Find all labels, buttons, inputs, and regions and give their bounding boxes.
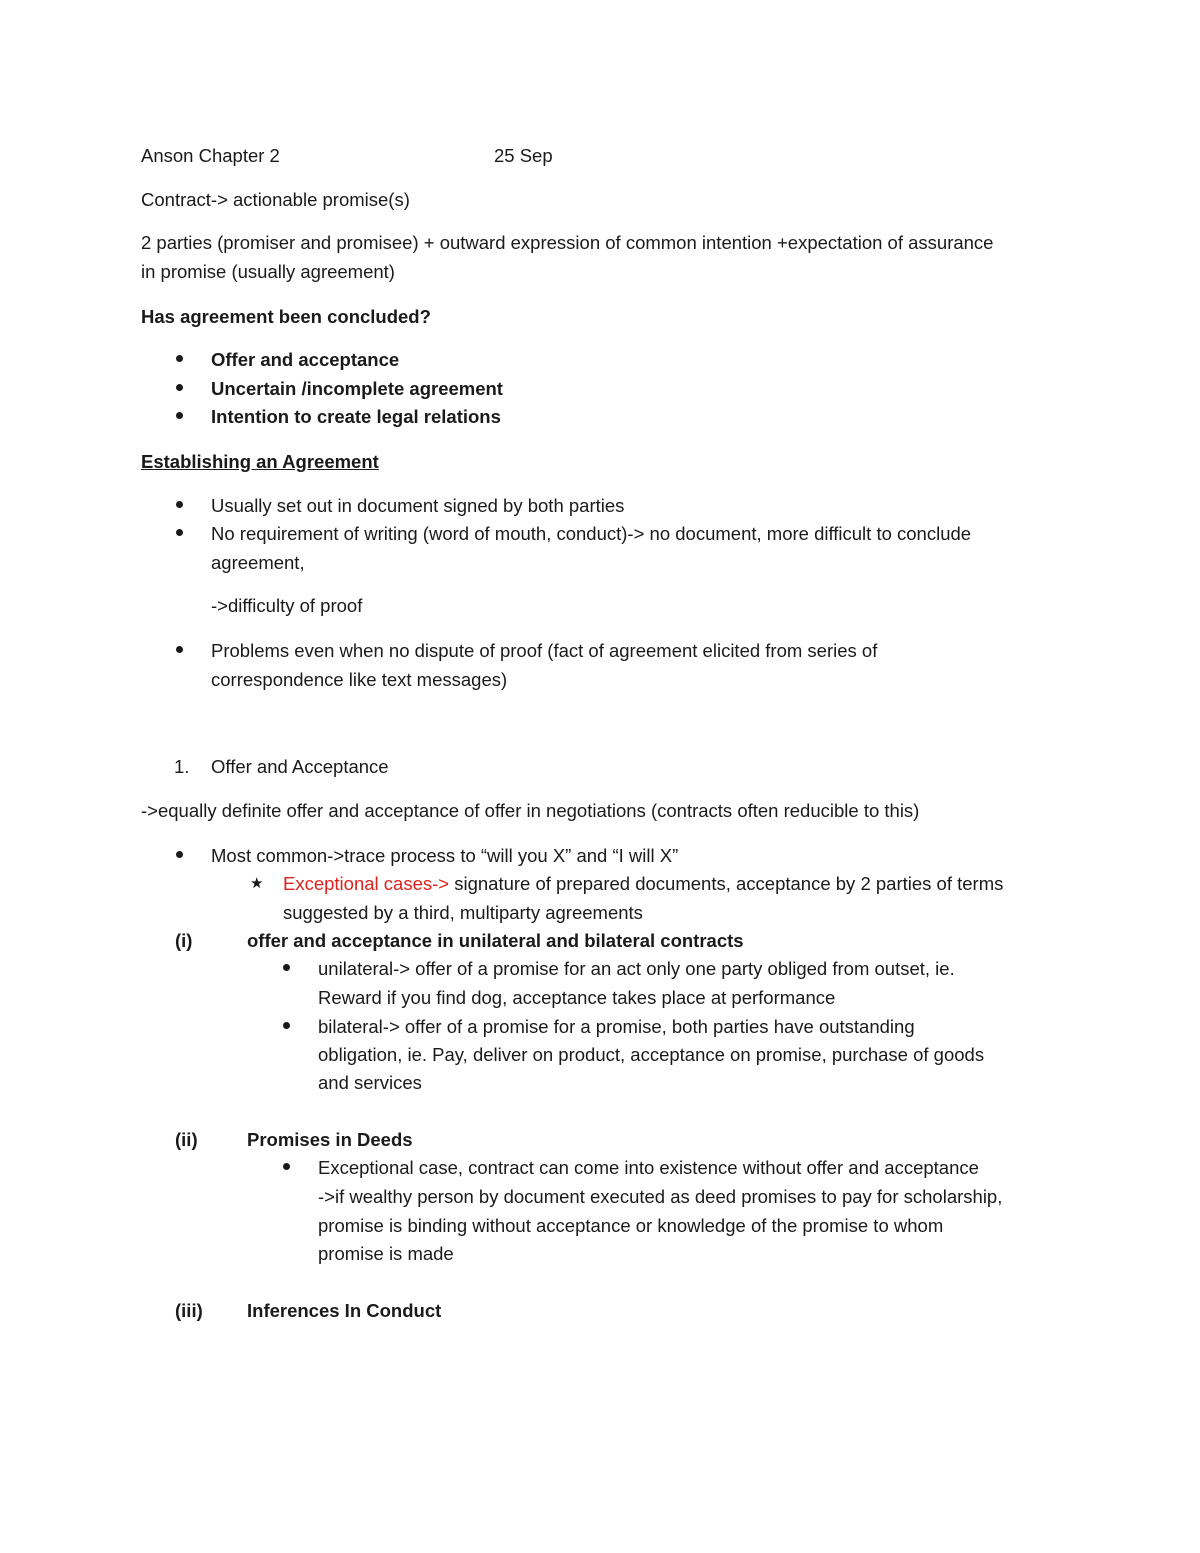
subsection-title: Inferences In Conduct: [247, 1300, 442, 1321]
bullet-icon: [176, 355, 183, 362]
section-intro: ->equally definite offer and acceptance of offer in negotiations (contracts often reducible to this): [141, 800, 920, 821]
unilateral-item-cont: Reward if you find dog, acceptance takes place at performance: [318, 987, 836, 1008]
elements-line-1: 2 parties (promiser and promisee) + outward expression of common intention +expectation of assurance: [141, 232, 994, 253]
bullet-icon: [283, 1163, 290, 1170]
bullet-icon: [176, 529, 183, 536]
section-bullet: Most common->trace process to “will you X” and “I will X”: [211, 845, 679, 866]
deeds-item: Exceptional case, contract can come into existence without offer and acceptance: [318, 1157, 979, 1178]
elements-line-2: in promise (usually agreement): [141, 261, 395, 282]
bullet-icon: [176, 851, 183, 858]
establishing-item-cont: agreement,: [211, 552, 305, 573]
question-item: Offer and acceptance: [211, 349, 400, 370]
question-heading: Has agreement been concluded?: [141, 306, 431, 327]
document-date: 25 Sep: [494, 145, 553, 166]
exceptional-label: Exceptional cases->: [283, 873, 450, 894]
deeds-item-cont: promise is binding without acceptance or knowledge of the promise to whom: [318, 1215, 944, 1236]
bullet-icon: [176, 412, 183, 419]
section-title: Offer and Acceptance: [211, 756, 389, 777]
exceptional-cases: [283, 872, 1003, 896]
question-item: Intention to create legal relations: [211, 406, 501, 427]
bullet-icon: [283, 964, 290, 971]
establishing-item: Problems even when no dispute of proof (fact of agreement elicited from series of: [211, 640, 878, 661]
subsection-title: Promises in Deeds: [247, 1129, 413, 1150]
subsection-label: (i): [175, 930, 193, 951]
unilateral-item: unilateral-> offer of a promise for an act only one party obliged from outset, ie.: [318, 958, 955, 979]
deeds-item-cont: ->if wealthy person by document executed as deed promises to pay for scholarship,: [318, 1186, 1003, 1207]
subsection-label: (iii): [175, 1300, 203, 1321]
bilateral-item: bilateral-> offer of a promise for a promise, both parties have outstanding: [318, 1016, 915, 1037]
establishing-subnote: ->difficulty of proof: [211, 595, 363, 616]
establishing-item: Usually set out in document signed by both parties: [211, 495, 625, 516]
bilateral-item-cont: and services: [318, 1072, 422, 1093]
contract-definition: Contract-> actionable promise(s): [141, 189, 410, 210]
bullet-icon: [283, 1022, 290, 1029]
section-number: 1.: [174, 756, 190, 777]
establishing-item: No requirement of writing (word of mouth, conduct)-> no document, more difficult to conclude: [211, 523, 972, 544]
bilateral-item-cont: obligation, ie. Pay, deliver on product, acceptance on promise, purchase of goods: [318, 1044, 985, 1065]
deeds-item-cont: promise is made: [318, 1243, 454, 1264]
bullet-icon: [176, 646, 183, 653]
establishing-item-cont: correspondence like text messages): [211, 669, 508, 690]
bullet-icon: [176, 384, 183, 391]
star-icon: ★: [250, 875, 264, 892]
subsection-title: offer and acceptance in unilateral and bilateral contracts: [247, 930, 744, 951]
exceptional-text: signature of prepared documents, acceptance by 2 parties of terms: [449, 873, 1004, 894]
subsection-label: (ii): [175, 1129, 198, 1150]
question-item: Uncertain /incomplete agreement: [211, 378, 503, 399]
bullet-icon: [176, 501, 183, 508]
document-title: Anson Chapter 2: [141, 145, 280, 166]
exceptional-cases-cont: suggested by a third, multiparty agreements: [283, 902, 643, 923]
establishing-heading: Establishing an Agreement: [141, 451, 379, 472]
